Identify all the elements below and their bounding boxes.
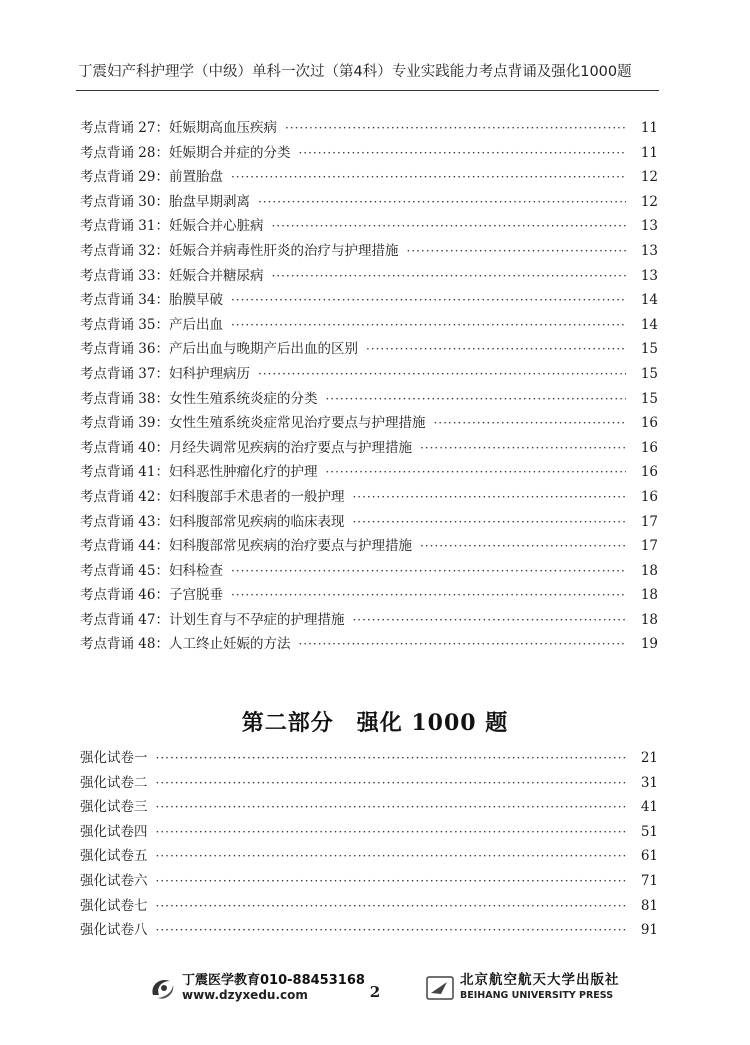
toc-leader-dots [156,800,627,814]
toc-entry-label: 强化试卷六 [80,872,148,889]
toc-entry-label: 强化试卷四 [80,823,148,840]
toc-leader-dots [156,849,627,863]
toc-entry-label: 考点背诵 30：胎盘早期剥离 [80,193,250,210]
toc-entry[interactable] [80,116,658,141]
toc-entry-label: 考点背诵 39：女性生殖系统炎症常见治疗要点与护理措施 [80,415,426,432]
toc-leader-dots [420,539,626,553]
toc-entry-page: 17 [640,513,658,530]
right-logo-cn: 北京航空航天大学出版社 [460,972,620,988]
toc-entry-label: 考点背诵 40：月经失调常见疾病的治疗要点与护理措施 [80,439,412,456]
left-logo-url: www.dzyxedu.com [182,988,308,1002]
toc-entry[interactable] [80,288,658,313]
beihang-logo-icon [425,973,455,1003]
toc-entry-page: 31 [640,774,658,791]
header-rule [76,90,659,91]
toc-entry-page: 51 [640,823,658,840]
toc-leader-dots [420,441,626,455]
toc-entry-page: 41 [640,799,658,816]
toc-entry-page: 17 [640,538,658,555]
toc-entry-page: 13 [640,218,658,235]
toc-entry[interactable] [80,460,658,485]
publisher-logo-right [425,973,620,1003]
toc-entry[interactable] [80,411,658,436]
toc-leader-dots [352,613,626,627]
toc-entry-page: 91 [640,922,658,939]
toc-leader-dots [231,318,626,332]
left-logo-phone: 010-88453168 [260,973,365,988]
toc-leader-dots [231,564,626,578]
toc-entry-label: 考点背诵 41：妇科恶性肿瘤化疗的护理 [80,464,318,481]
toc-leader-dots [285,121,626,135]
toc-leader-dots [156,751,627,765]
toc-leader-dots [271,219,626,233]
toc-entry[interactable] [80,820,658,845]
toc-leader-dots [156,776,627,790]
toc-entry-label: 考点背诵 46：子宫脱垂 [80,587,223,604]
toc-entry[interactable] [80,337,658,362]
toc-entry[interactable] [80,632,658,657]
toc-entry[interactable] [80,214,658,239]
toc-entry-page: 71 [640,872,658,889]
page-footer [0,973,750,1013]
toc-leader-dots [352,490,626,504]
page-number: 2 [369,983,381,1001]
toc-entry-page: 15 [640,390,658,407]
toc-entry[interactable] [80,583,658,608]
toc-entry[interactable] [80,559,658,584]
toc-entry-label: 考点背诵 45：妇科检查 [80,562,223,579]
toc-entry[interactable] [80,869,658,894]
toc-entry-label: 强化试卷七 [80,897,148,914]
right-logo-en: BEIHANG UNIVERSITY PRESS [460,990,614,1001]
toc-entry[interactable] [80,239,658,264]
left-logo-name: 丁震医学教育 [182,973,261,988]
toc-entry[interactable] [80,844,658,869]
toc-entry-page: 11 [640,144,658,161]
toc-entry[interactable] [80,190,658,215]
toc-entry[interactable] [80,313,658,338]
toc-entry-label: 强化试卷五 [80,848,148,865]
toc-leader-dots [433,416,626,430]
toc-entry-label: 考点背诵 42：妇科腹部手术患者的一般护理 [80,488,345,505]
toc-leader-dots [156,874,627,888]
toc-leader-dots [231,293,626,307]
toc-leader-dots [298,146,626,160]
toc-entry-page: 14 [640,316,658,333]
toc-leader-dots [258,367,626,381]
toc-part-2 [80,746,658,943]
toc-leader-dots [258,195,626,209]
toc-entry[interactable] [80,436,658,461]
toc-entry-label: 强化试卷八 [80,922,148,939]
toc-entry-label: 考点背诵 27：妊娠期高血压疾病 [80,120,277,136]
toc-entry-page: 18 [640,587,658,604]
toc-entry-label: 考点背诵 47：计划生育与不孕症的护理措施 [80,611,345,628]
toc-entry-page: 18 [640,611,658,628]
toc-entry-page: 12 [640,193,658,210]
toc-entry[interactable] [80,165,658,190]
toc-entry-page: 16 [640,439,658,456]
toc-entry-label: 考点背诵 36：产后出血与晚期产后出血的区别 [80,341,358,358]
toc-entry-page: 21 [640,750,658,766]
toc-entry-page: 14 [640,292,658,309]
toc-leader-dots [406,244,626,258]
toc-entry-label: 考点背诵 29：前置胎盘 [80,169,223,186]
toc-entry[interactable] [80,485,658,510]
toc-entry-label: 考点背诵 38：女性生殖系统炎症的分类 [80,390,318,407]
toc-entry-label: 考点背诵 43：妇科腹部常见疾病的临床表现 [80,513,345,530]
toc-leader-dots [298,637,626,651]
toc-entry-label: 考点背诵 35：产后出血 [80,316,223,333]
toc-entry-page: 18 [640,562,658,579]
toc-leader-dots [156,899,627,913]
toc-leader-dots [325,465,626,479]
toc-leader-dots [231,588,626,602]
toc-entry-page: 13 [640,242,658,259]
toc-entry[interactable] [80,534,658,559]
toc-entry-label: 考点背诵 37：妇科护理病历 [80,365,250,382]
toc-entry-page: 16 [640,488,658,505]
toc-entry[interactable] [80,362,658,387]
toc-entry-label: 考点背诵 44：妇科腹部常见疾病的治疗要点与护理措施 [80,538,412,555]
toc-entry-page: 11 [640,120,658,136]
toc-entry[interactable] [80,894,658,919]
toc-leader-dots [231,170,626,184]
toc-entry[interactable] [80,387,658,412]
toc-entry-page: 13 [640,267,658,284]
toc-entry-page: 19 [640,636,658,653]
toc-entry-page: 12 [640,169,658,186]
toc-entry[interactable] [80,141,658,166]
toc-entry[interactable] [80,264,658,289]
toc-entry-label: 考点背诵 32：妊娠合并病毒性肝炎的治疗与护理措施 [80,242,399,259]
toc-leader-dots [325,392,626,406]
toc-entry[interactable] [80,795,658,820]
running-header: 丁震妇产科护理学（中级）单科一次过（第4科）专业实践能力考点背诵及强化1000题 [78,64,632,80]
toc-entry[interactable] [80,510,658,535]
toc-leader-dots [366,342,626,356]
toc-entry-label: 考点背诵 28：妊娠期合并症的分类 [80,144,291,161]
toc-entry-label: 考点背诵 33：妊娠合并糖尿病 [80,267,264,284]
toc-leader-dots [156,923,627,937]
toc-entry-page: 15 [640,341,658,358]
toc-entry-page: 15 [640,365,658,382]
toc-entry-label: 考点背诵 34：胎膜早破 [80,292,223,309]
section-2-title: 第二部分 强化 1000 题 [241,710,509,736]
toc-entry-page: 81 [640,897,658,914]
toc-entry[interactable] [80,746,658,771]
toc-entry[interactable] [80,771,658,796]
toc-entry[interactable] [80,918,658,943]
toc-leader-dots [271,269,626,283]
toc-entry[interactable] [80,608,658,633]
toc-leader-dots [156,825,627,839]
toc-entry-page: 16 [640,464,658,481]
toc-entry-label: 强化试卷二 [80,774,148,791]
toc-entry-label: 考点背诵 31：妊娠合并心脏病 [80,218,264,235]
toc-part-1 [80,116,658,657]
toc-entry-page: 16 [640,415,658,432]
toc-entry-page: 61 [640,848,658,865]
toc-entry-label: 强化试卷三 [80,799,148,816]
toc-leader-dots [352,515,626,529]
toc-entry-label: 强化试卷一 [80,750,148,766]
toc-entry-label: 考点背诵 48：人工终止妊娠的方法 [80,636,291,653]
